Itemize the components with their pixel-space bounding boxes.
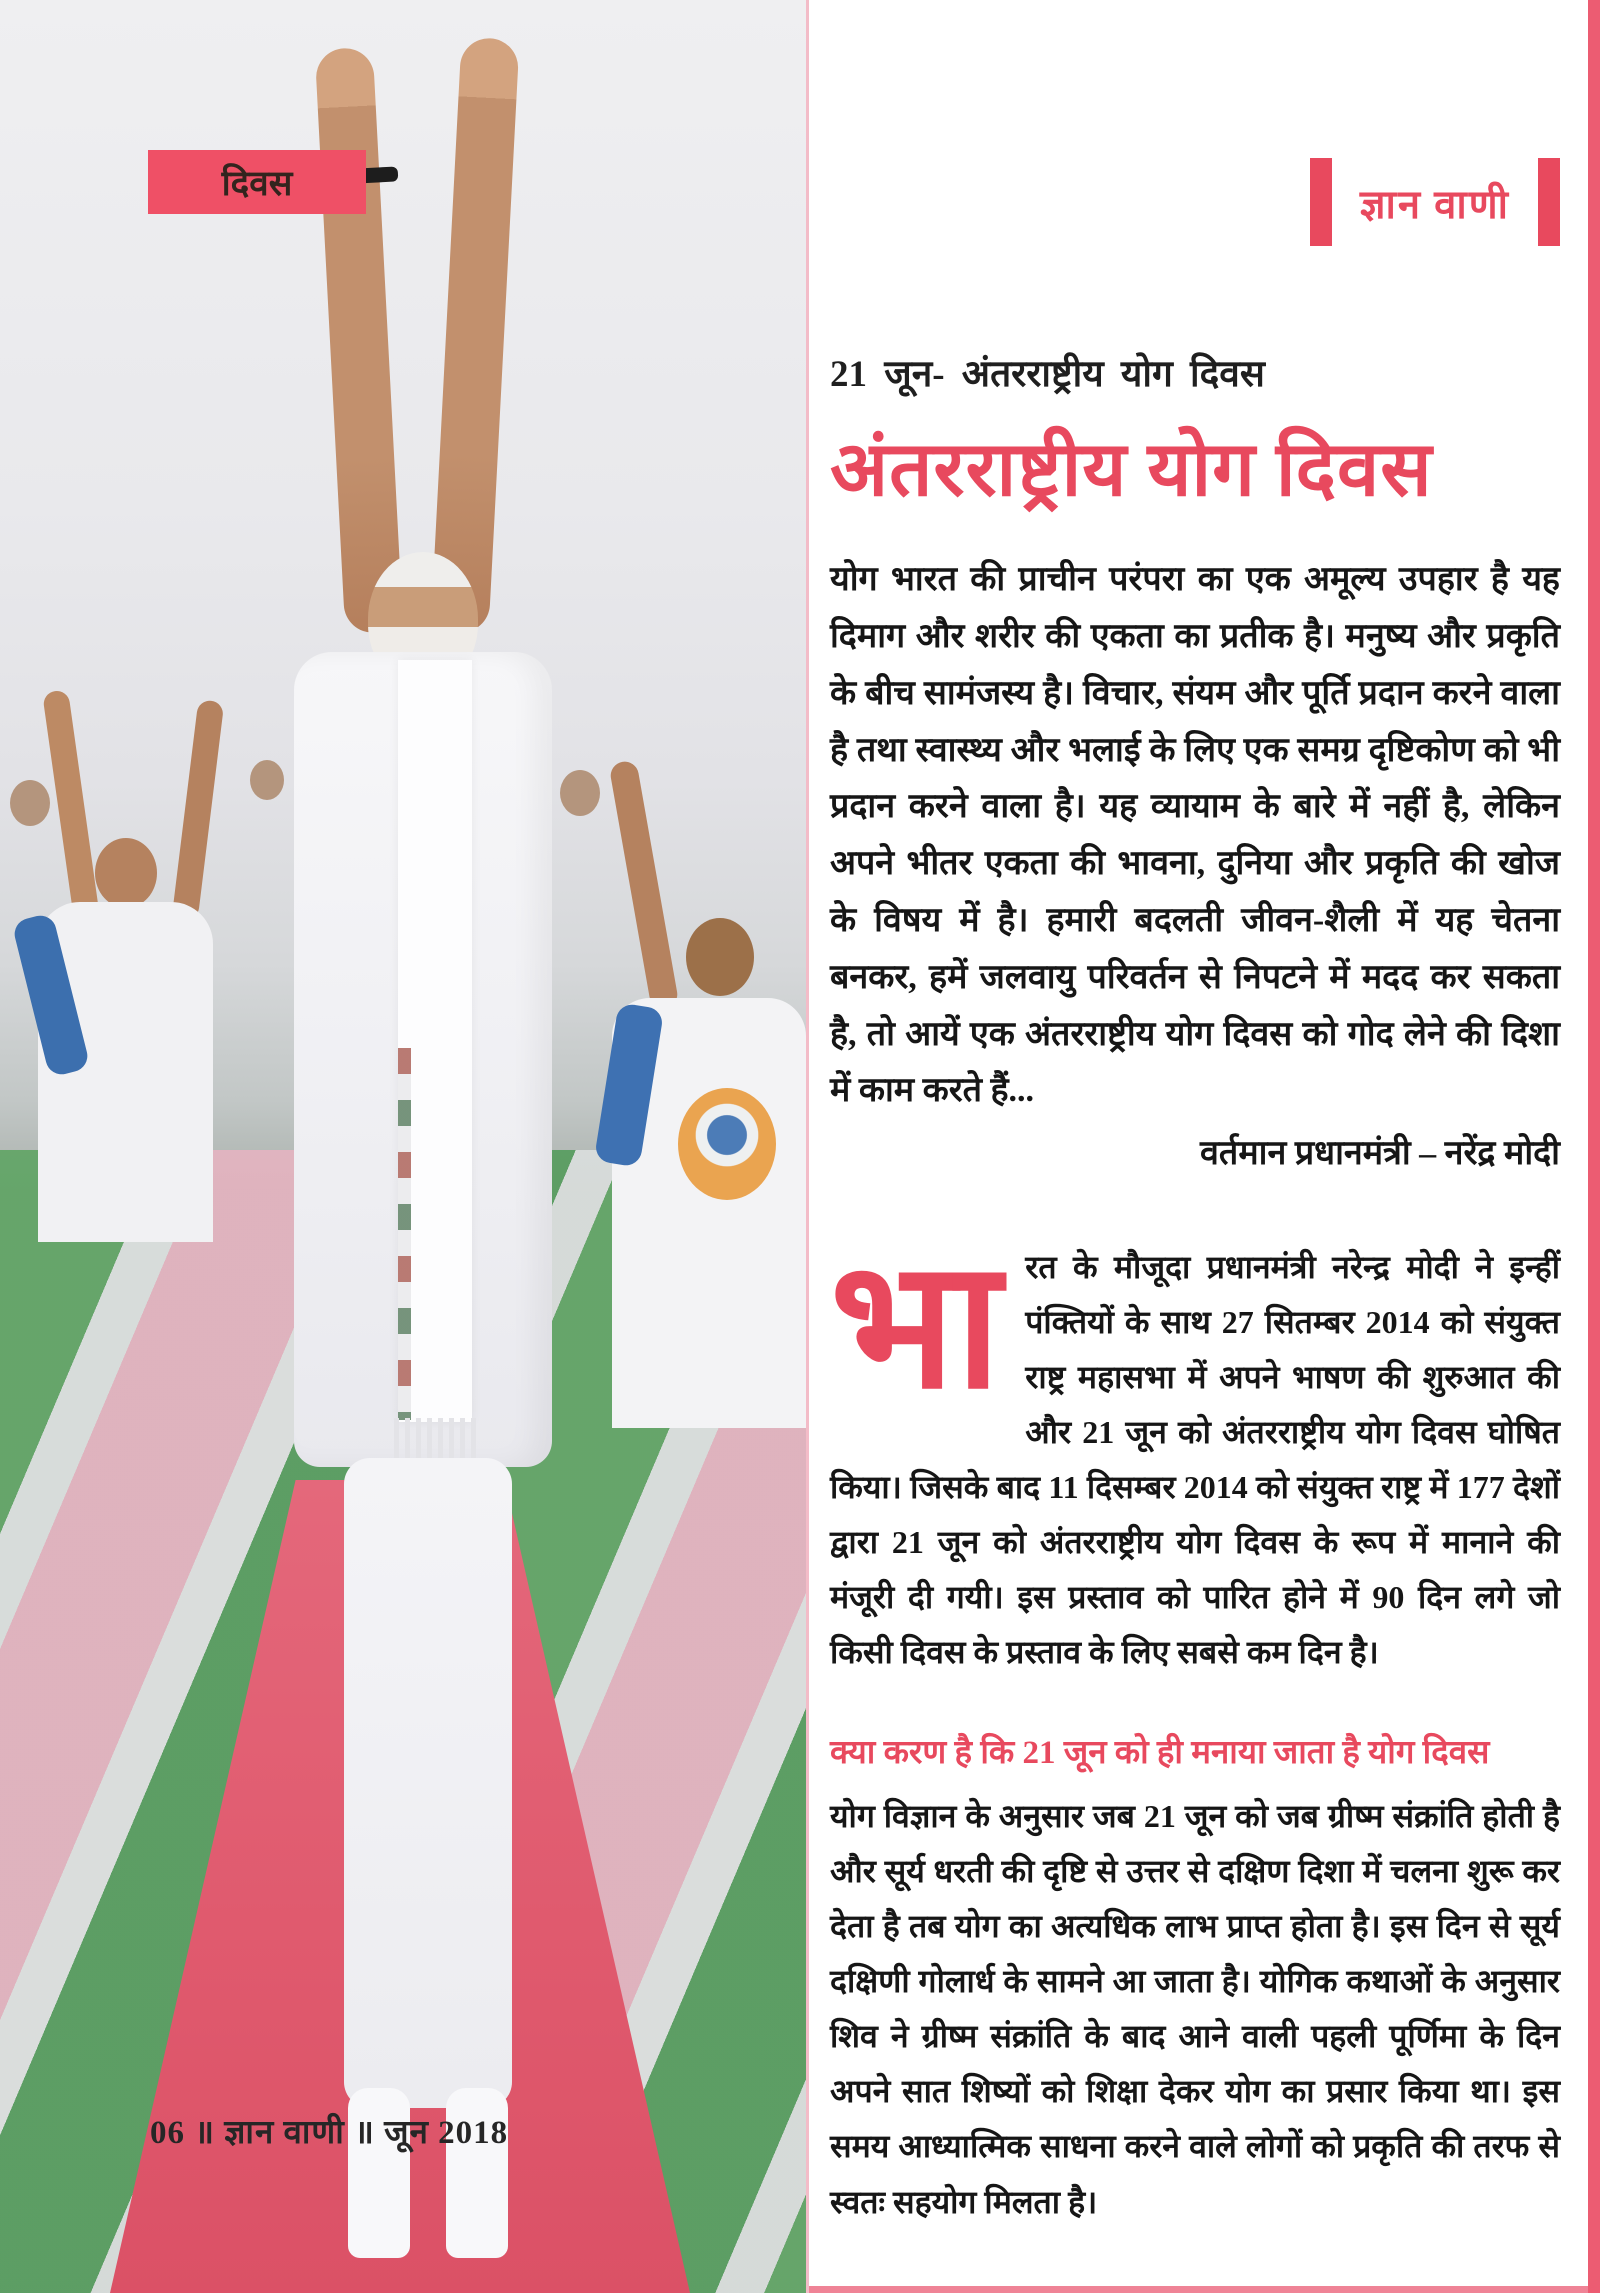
dropcap: भा — [830, 1227, 1002, 1426]
photo-crowd-head — [250, 760, 284, 800]
photo-crowd-head — [10, 780, 50, 826]
brand-header — [830, 158, 1560, 246]
photo-crowd-figure-head — [95, 838, 157, 908]
page-right-border — [1588, 0, 1600, 2293]
modi-arm-left — [315, 47, 404, 634]
article-title: अंतरराष्ट्रीय योग दिवस — [830, 428, 1433, 512]
brand-title: ज्ञान वाणी — [1359, 181, 1510, 227]
body-paragraph-2: योग विज्ञान के अनुसार जब 21 जून को जब ग्रीष्म संक्रांति होती है और सूर्य धरती की दृष्टि से उत्तर से दक्षिण दिशा में चलना शुरू कर देता है तब योग का अत्यधिक लाभ प्राप्त होता है। इस दिन से सूर्य दक्षिणी गोलार्ध के सामने आ जाता है। योगिक कथाओं के अनुसार शिव ने ग्रीष्म संक्रांति के बाद आने वाली पहली पूर्णिमा के दिन अपने सात शिष्यों को शिक्षा देकर योग का प्रसार किया था। इस समय आध्यात्मिक साधना करने वाले लोगों को प्रकृति की तरफ से स्वतः सहयोग मिलता है। — [830, 1798, 1560, 2220]
brand-bar-left — [1310, 158, 1332, 246]
section-tag-label: दिवस — [221, 163, 293, 203]
photo-crowd-figure-head — [686, 918, 754, 996]
photo-crowd-figure-arm — [172, 699, 225, 921]
modi-arm-right — [430, 37, 519, 634]
page-bottom-border — [809, 2286, 1588, 2293]
article-kicker: 21 जून- अंतरराष्ट्रीय योग दिवस — [830, 354, 1265, 395]
body-paragraph-1-text: रत के मौजूदा प्रधानमंत्री नरेन्द्र मोदी ने इन्हीं पंक्तियों के साथ 27 सितम्बर 2014 को संयुक्त राष्ट्र महासभा में अपने भाषण की शुरुआत की और 21 जून को अंतरराष्ट्रीय योग दिवस घोषित किया। जिसके बाद 11 दिसम्बर 2014 को संयुक्त राष्ट्र में 177 देशों द्वारा 21 जून को अंतरराष्ट्रीय योग दिवस के रूप में मानाने की मंजूरी दी गयी। इस प्रस्ताव को पारित होने में 90 दिन लगे जो किसी दिवस के प्रस्ताव के लिए सबसे कम दिन है। — [830, 1249, 1560, 1671]
photo-crowd-figure-arm — [42, 689, 100, 920]
quote-paragraph: योग भारत की प्राचीन परंपरा का एक अमूल्य उपहार है यह दिमाग और शरीर की एकता का प्रतीक है। मनुष्य और प्रकृति के बीच सामंजस्य है। विचार, संयम और पूर्ति प्रदान करने वाला है तथा स्वास्थ्य और भलाई के लिए एक समग्र दृष्टिकोण को भी प्रदान करने वाला है। यह व्यायाम के बारे में नहीं है, लेकिन अपने भीतर एकता की भावना, दुनिया और प्रकृति की खोज के विषय में है। हमारी बदलती जीवन-शैली में यह चेतना बनकर, हमें जलवायु परिवर्तन से निपटने में मदद कर सकता है, तो आयें एक अंतरराष्ट्रीय योग दिवस को गोद लेने की दिशा में काम करते हैं... — [830, 561, 1560, 1110]
photo-crowd-head — [560, 770, 600, 816]
brand-bar-right — [1538, 158, 1560, 246]
quote-attribution: वर्तमान प्रधानमंत्री – नरेंद्र मोदी — [1200, 1135, 1560, 1173]
body-paragraph-1 — [830, 1227, 1560, 1680]
section-tag — [148, 150, 366, 214]
section-subheading: क्या करण है कि 21 जून को ही मनाया जाता है योग दिवस — [830, 1735, 1490, 1772]
page-footer: 06 ॥ ज्ञान वाणी ॥ जून 2018 — [150, 2115, 509, 2151]
modi-pants — [344, 1458, 512, 2108]
photo-crowd-figure-arm — [609, 759, 680, 1010]
yoga-day-logo-icon — [678, 1088, 776, 1200]
modi-scarf-pattern — [398, 1048, 411, 1420]
article-column — [830, 0, 1560, 2230]
